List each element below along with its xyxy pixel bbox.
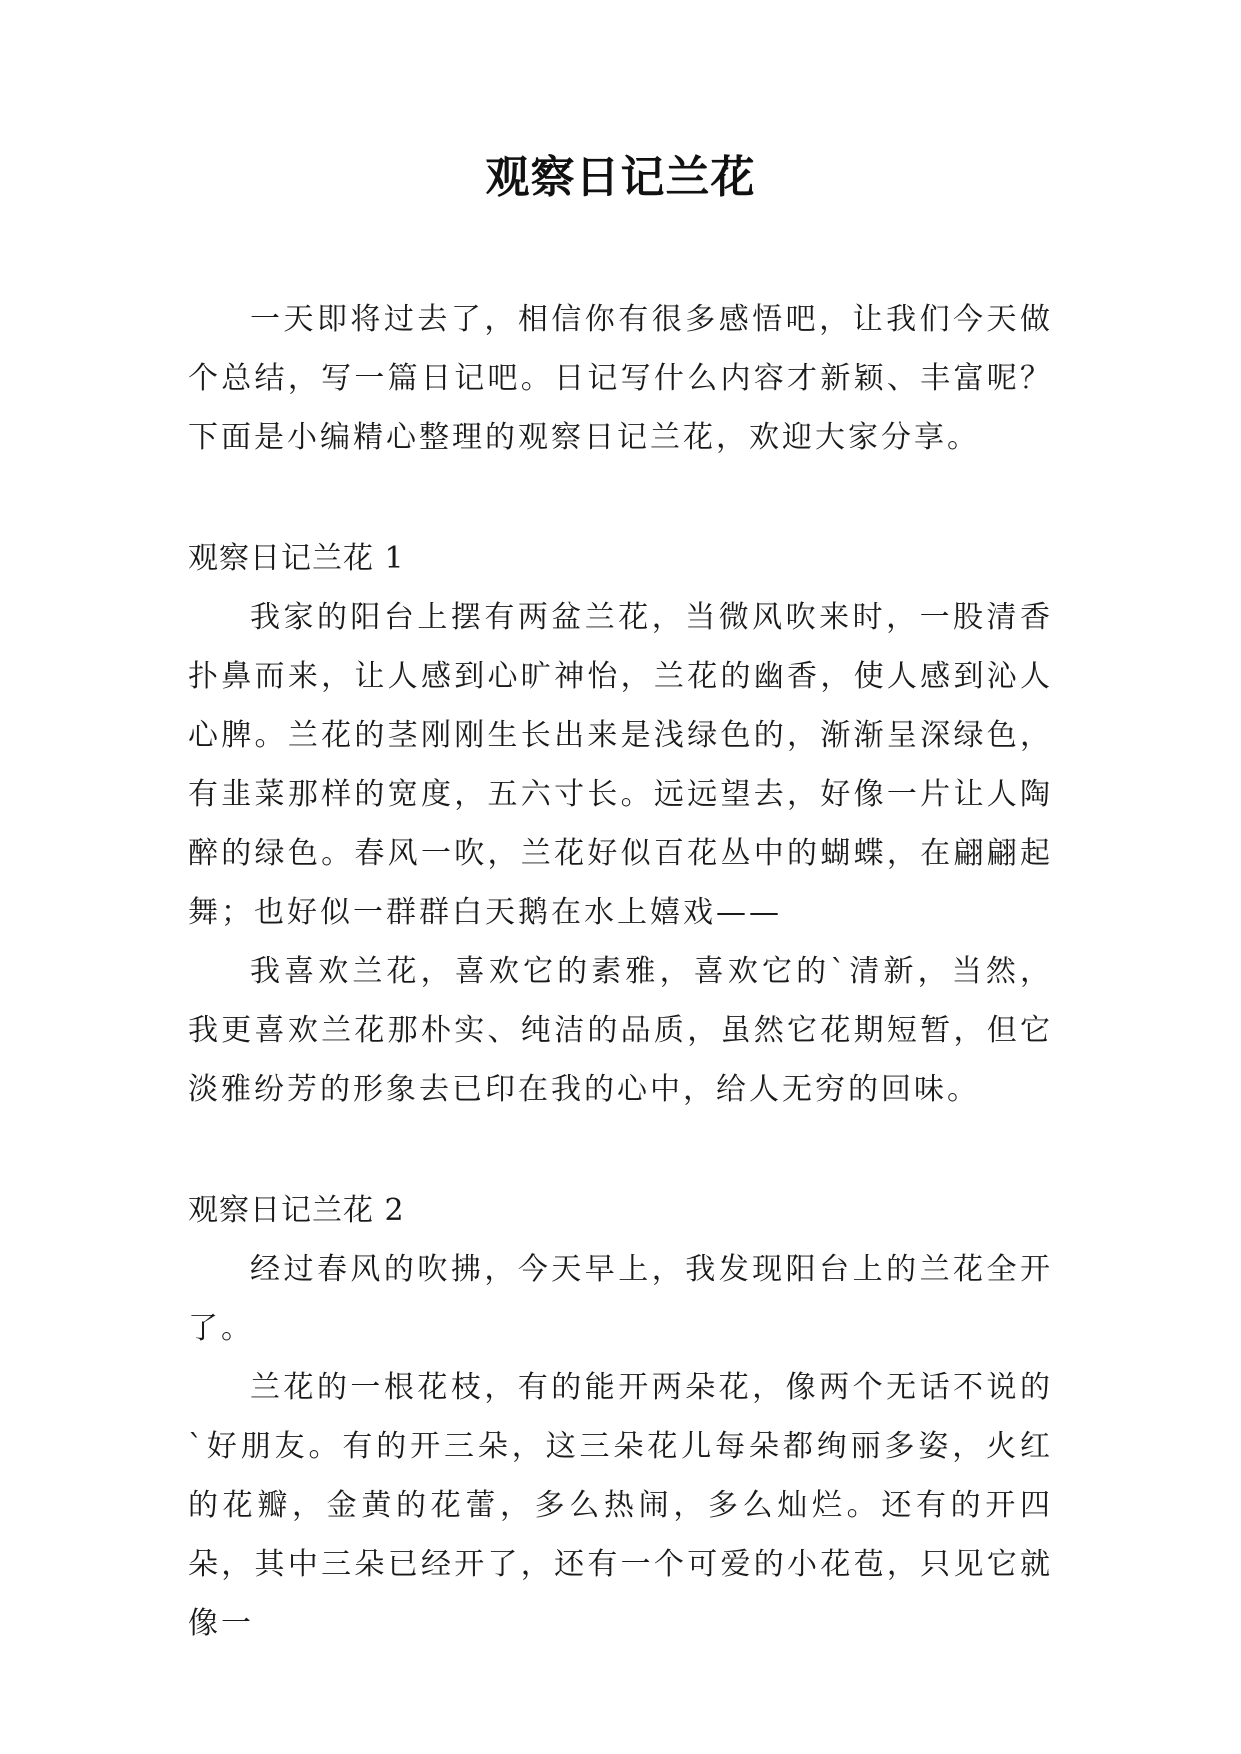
section-2-paragraph-2: 兰花的一根花枝，有的能开两朵花，像两个无话不说的`好朋友。有的开三朵，这三朵花儿每朵都绚丽多姿，火红的花瓣，金黄的花蕾，多么热闹，多么灿烂。还有的开四朵，其中三朵已经开了，还有一个可爱的小花苞，只见它就像一 bbox=[188, 1370, 1053, 1641]
section-1-paragraph-2: 我喜欢兰花，喜欢它的素雅，喜欢它的`清新，当然，我更喜欢兰花那朴实、纯洁的品质，虽然它花期短暂，但它淡雅纷芳的形象去已印在我的心中，给人无穷的回味。 bbox=[188, 954, 1053, 1107]
document-body bbox=[188, 290, 1053, 1653]
section-heading-2: 观察日记兰花 2 bbox=[188, 1193, 405, 1228]
section-heading-1: 观察日记兰花 1 bbox=[188, 541, 405, 576]
section-1-paragraph-1: 我家的阳台上摆有两盆兰花，当微风吹来时，一股清香扑鼻而来，让人感到心旷神怡，兰花的幽香，使人感到沁人心脾。兰花的茎刚刚生长出来是浅绿色的，渐渐呈深绿色，有韭菜那样的宽度，五六寸长。远远望去，好像一片让人陶醉的绿色。春风一吹，兰花好似百花丛中的蝴蝶，在翩翩起舞；也好似一群群白天鹅在水上嬉戏—— bbox=[188, 600, 1053, 930]
document-title: 观察日记兰花 bbox=[485, 152, 756, 203]
intro-paragraph: 一天即将过去了，相信你有很多感悟吧，让我们今天做个总结，写一篇日记吧。日记写什么内容才新颖、丰富呢？下面是小编精心整理的观察日记兰花，欢迎大家分享。 bbox=[188, 302, 1053, 455]
section-spacer bbox=[188, 467, 1053, 529]
section-2-paragraph-1: 经过春风的吹拂，今天早上，我发现阳台上的兰花全开了。 bbox=[188, 1252, 1053, 1346]
section-spacer bbox=[188, 1119, 1053, 1181]
